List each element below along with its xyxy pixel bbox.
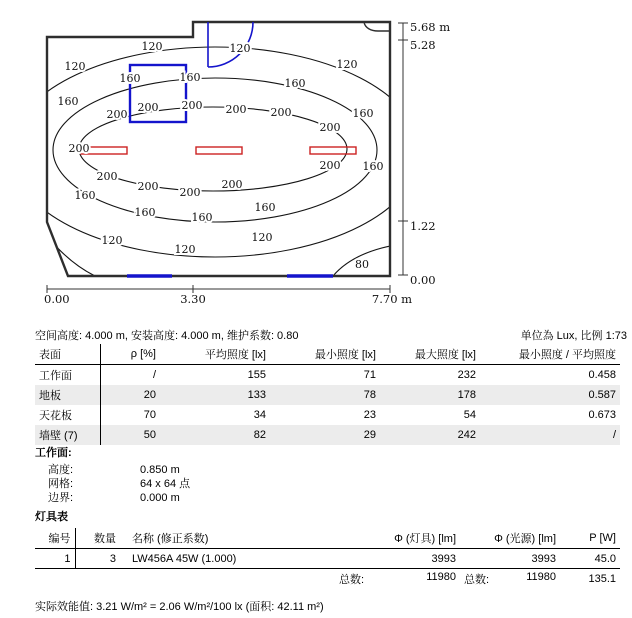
contour-label: 160 [57, 95, 79, 108]
right-scale-label: 1.22 [410, 219, 436, 233]
workplane-section [35, 444, 190, 505]
table-row-workplane: 工作面 / 155 71 232 0.458 [35, 365, 620, 386]
right-scale-label: 5.68 m [410, 20, 451, 34]
right-dimension-line [398, 23, 408, 275]
bottom-scale-label: 7.70 m [371, 292, 413, 306]
contour-label: 120 [336, 58, 358, 71]
luminaire-row: 1 3 LW456A 45W (1.000) 3993 3993 45.0 [35, 549, 620, 569]
room-height-info: 空间高度: 4.000 m, 安装高度: 4.000 m, 维护系数: 0.80 [35, 330, 299, 342]
luminaire-table-header [35, 528, 620, 549]
totals-power: 135.1 [588, 573, 616, 585]
contour-label: 120 [229, 42, 251, 55]
contour-label: 120 [64, 60, 86, 73]
col-lamp-flux: Φ (光源) [lm] [460, 528, 560, 549]
luminaire-rect-3 [310, 147, 356, 154]
specific-power-note: 实际效能值: 3.21 W/m² = 2.06 W/m²/100 lx (面积: 42.11 m²) [35, 601, 324, 613]
column-corner-detail [364, 22, 390, 31]
workplane-title: 工作面: [35, 447, 72, 459]
contour-label: 120 [174, 243, 196, 256]
col-rho: ρ [%] [100, 344, 160, 365]
contour-label: 200 [68, 142, 90, 155]
contour-label: 200 [137, 180, 159, 193]
totals-lum-flux: 11980 [426, 571, 456, 583]
contour-label: 200 [319, 121, 341, 134]
contour-label: 160 [362, 160, 384, 173]
contour-label: 120 [101, 234, 123, 247]
contour-label: 200 [137, 101, 159, 114]
table-row-walls: 墙壁 (7) 50 82 29 242 / [35, 425, 620, 445]
workplane-border-row: 边界: 0.000 m [48, 492, 180, 504]
luminaire-totals-row [35, 569, 620, 590]
contour-label: 120 [141, 40, 163, 53]
contour-label: 160 [254, 201, 276, 214]
totals-lamp-flux: 11980 [526, 571, 556, 583]
contour-label: 120 [251, 231, 273, 244]
contour-lines [10, 47, 420, 276]
contour-label: 160 [119, 72, 141, 85]
col-qty: 数量 [75, 528, 120, 549]
col-avg: 平均照度 [lx] [160, 344, 270, 365]
contour-label: 160 [352, 107, 374, 120]
surface-table [35, 344, 620, 445]
col-min: 最小照度 [lx] [270, 344, 380, 365]
contour-label: 200 [221, 178, 243, 191]
info-line [35, 327, 627, 343]
contour-label: 160 [284, 77, 306, 90]
contour-label: 200 [319, 159, 341, 172]
contour-label: 200 [106, 108, 128, 121]
right-scale-label: 5.28 [410, 38, 436, 52]
workplane-grid-row: 网格: 64 x 64 点 [48, 478, 191, 490]
totals-label-1: 总数: [339, 574, 365, 586]
col-no: 编号 [35, 528, 75, 549]
contour-label: 200 [96, 170, 118, 183]
workplane-height-row: 高度: 0.850 m [48, 464, 180, 476]
luminaire-rect-2 [196, 147, 242, 154]
surface-table-header [35, 344, 620, 365]
contour-label: 200 [225, 103, 247, 116]
table-row-ceiling: 天花板 70 34 23 54 0.673 [35, 405, 620, 425]
unit-scale-info: 单位為 Lux, 比例 1:73 [520, 330, 627, 342]
col-surface: 表面 [35, 344, 100, 365]
contour-label: 200 [270, 106, 292, 119]
col-max: 最大照度 [lx] [380, 344, 480, 365]
luminaire-table-title: 灯具表 [35, 511, 68, 523]
col-lum-flux: Φ (灯具) [lm] [335, 528, 460, 549]
contour-label: 200 [179, 186, 201, 199]
contour-label: 160 [74, 189, 96, 202]
col-name: 名称 (修正系数) [120, 528, 335, 549]
col-power: P [W] [560, 528, 620, 549]
contour-label: 200 [181, 99, 203, 112]
right-scale-label: 0.00 [410, 273, 436, 287]
contour-label: 160 [191, 211, 213, 224]
totals-label-2: 总数: [464, 574, 490, 586]
table-row-floor: 地板 20 133 78 178 0.587 [35, 385, 620, 405]
contour-label: 160 [134, 206, 156, 219]
contour-label: 160 [179, 71, 201, 84]
bottom-scale-label: 0.00 [44, 292, 70, 306]
col-ratio: 最小照度 / 平均照度 [480, 344, 620, 365]
bottom-scale-label: 3.30 [180, 292, 206, 306]
contour-label: 80 [355, 258, 369, 271]
bottom-dimension-line [47, 285, 390, 293]
luminaire-table [35, 528, 620, 589]
